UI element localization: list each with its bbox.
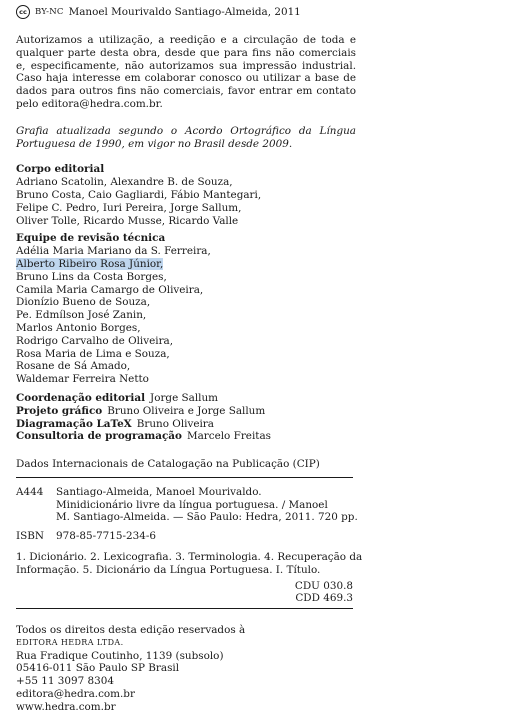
rights-paragraph: Autorizamos a utilização, a reedição e a circulação de toda e qualquer parte desta obra, desde que para fins não comerciais e, especificamente, não autorizamos sua impressão industrial. Caso haja interesse em colaborar conosco ou utilizar a base de dados para outros fins não comerciais, favor entrar em contato pelo editora@hedra.com.br. bbox=[16, 34, 356, 110]
orthography-note: Grafia atualizada segundo o Acordo Ortográfico da Língua Portuguesa de 1990, em vigor no Brasil desde 2009. bbox=[16, 124, 356, 150]
reviewer-name: Bruno Lins da Costa Borges, bbox=[16, 270, 167, 283]
role-coordination bbox=[16, 392, 356, 405]
publisher-email: editora@hedra.com.br bbox=[16, 687, 135, 700]
cip-entry-line: M. Santiago-Almeida. — São Paulo: Hedra, 2011. 720 pp. bbox=[56, 511, 358, 524]
role-typesetting bbox=[16, 418, 356, 431]
copyright-holder: Manoel Mourivaldo Santiago-Almeida, 2011 bbox=[68, 5, 301, 18]
publisher-website: www.hedra.com.br bbox=[16, 700, 116, 713]
technical-review-heading: Equipe de revisão técnica bbox=[16, 232, 166, 245]
role-label: Diagramação LaTeX bbox=[16, 417, 132, 430]
reviewer-name: Camila Maria Camargo de Oliveira, bbox=[16, 283, 204, 296]
editorial-board-line: Adriano Scatolin, Alexandre B. de Souza, bbox=[16, 176, 233, 189]
cip-top-rule bbox=[16, 477, 353, 478]
cip-subjects-line: Informação. 5. Dicionário da Língua Portuguesa. I. Título. bbox=[16, 563, 321, 576]
role-value: Bruno Oliveira bbox=[136, 417, 214, 430]
cip-catalog-card bbox=[16, 458, 363, 609]
editorial-board-heading: Corpo editorial bbox=[16, 163, 105, 176]
editorial-board-line: Bruno Costa, Caio Gagliardi, Fábio Mantegari, bbox=[16, 188, 262, 201]
cip-cutter-code: A444 bbox=[16, 485, 44, 498]
role-value: Jorge Sallum bbox=[150, 391, 219, 404]
editorial-board-line: Oliver Tolle, Ricardo Musse, Ricardo Valle bbox=[16, 214, 239, 227]
cip-heading: Dados Internacionais de Catalogação na Publicação (CIP) bbox=[16, 458, 320, 470]
copyright-page bbox=[16, 5, 356, 443]
cip-classification bbox=[16, 580, 353, 606]
publisher-name: EDITORA HEDRA LTDA. bbox=[16, 637, 124, 647]
reviewer-name: Adélia Maria Mariano da S. Ferreira, bbox=[16, 245, 211, 258]
cip-bottom-rule bbox=[16, 608, 353, 609]
license-type: BY-NC bbox=[35, 6, 64, 17]
reviewer-name: Rosane de Sá Amado, bbox=[16, 360, 131, 373]
cip-isbn bbox=[16, 530, 353, 543]
editorial-board-line: Felipe C. Pedro, Iuri Pereira, Jorge Sallum, bbox=[16, 201, 242, 214]
publisher-footer bbox=[16, 624, 316, 714]
isbn-label: ISBN bbox=[16, 530, 44, 543]
role-label: Consultoria de programação bbox=[16, 430, 182, 443]
rights-reserved: Todos os direitos desta edição reservados à bbox=[16, 624, 246, 636]
cdd-code: CDD 469.3 bbox=[295, 592, 353, 605]
role-value: Marcelo Freitas bbox=[186, 430, 271, 443]
cdu-code: CDU 030.8 bbox=[294, 579, 353, 592]
cip-entry-line: Santiago-Almeida, Manoel Mourivaldo. bbox=[56, 485, 262, 498]
reviewer-name: Marlos Antonio Borges, bbox=[16, 321, 141, 334]
cip-entry-line: Minidicionário livre da língua portuguesa. / Manoel bbox=[56, 498, 328, 511]
role-programming bbox=[16, 430, 356, 443]
credits-roles bbox=[16, 392, 356, 443]
reviewer-name: Pe. Edmílson José Zanin, bbox=[16, 309, 147, 322]
role-graphic-design bbox=[16, 405, 356, 418]
cip-subjects bbox=[16, 550, 363, 577]
license-line bbox=[16, 5, 356, 19]
cip-entry bbox=[16, 485, 358, 524]
reviewer-name: Dionízio Bueno de Souza, bbox=[16, 296, 151, 309]
reviewer-name: Rodrigo Carvalho de Oliveira, bbox=[16, 334, 174, 347]
publisher-street: Rua Fradique Coutinho, 1139 (subsolo) bbox=[16, 649, 224, 662]
role-value: Bruno Oliveira e Jorge Sallum bbox=[107, 404, 266, 417]
isbn-value: 978-85-7715-234-6 bbox=[56, 530, 156, 543]
role-label: Projeto gráfico bbox=[16, 404, 103, 417]
technical-review-team bbox=[16, 232, 356, 386]
cip-subjects-line: 1. Dicionário. 2. Lexicografia. 3. Terminologia. 4. Recuperação da bbox=[16, 550, 363, 563]
publisher-city: 05416-011 São Paulo SP Brasil bbox=[16, 662, 180, 675]
role-label: Coordenação editorial bbox=[16, 391, 146, 404]
reviewer-name: Waldemar Ferreira Netto bbox=[16, 373, 149, 386]
reviewer-name-selected[interactable] bbox=[16, 258, 356, 271]
creative-commons-icon: cc bbox=[16, 5, 30, 19]
cip-entry-text bbox=[56, 486, 358, 524]
reviewer-name: Rosa Maria de Lima e Souza, bbox=[16, 347, 170, 360]
editorial-board bbox=[16, 163, 356, 227]
selected-text-highlight[interactable]: Alberto Ribeiro Rosa Júnior, bbox=[16, 257, 164, 270]
publisher-phone: +55 11 3097 8304 bbox=[16, 675, 114, 688]
